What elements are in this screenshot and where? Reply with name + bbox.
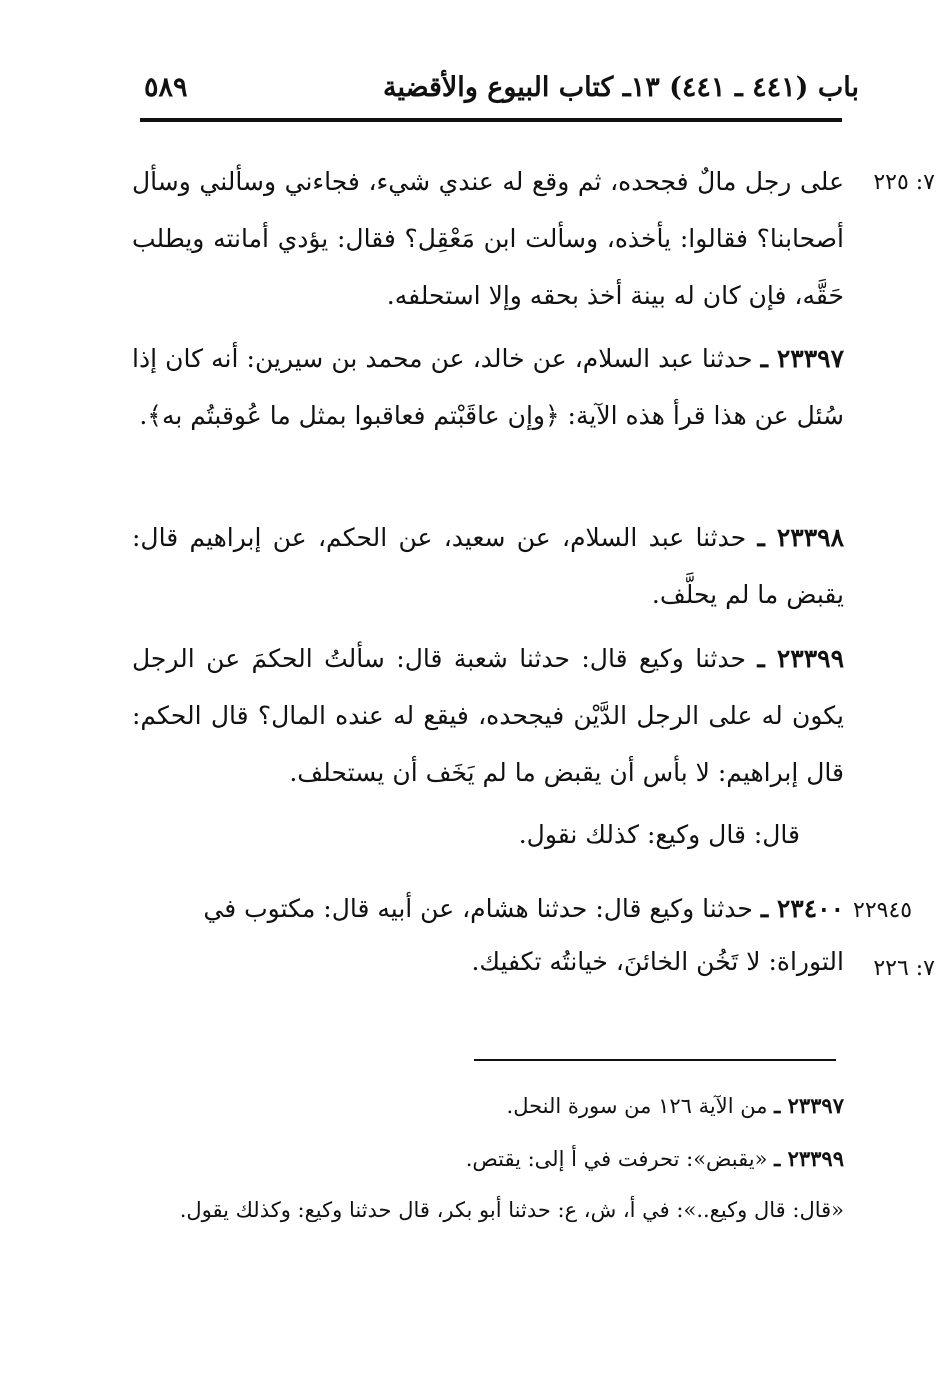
hadith-text: حدثنا عبد السلام، عن خالد، عن محمد بن سيرين: أنه كان إذا سُئل عن هذا قرأ هذه الآية: ﴿وإن عاقَبْتم فعاقبوا بمثل ما عُوقبتُم به﴾.: [132, 344, 844, 430]
hadith-text: حدثنا عبد السلام، عن سعيد، عن الحكم، عن إبراهيم قال: يقبض ما لم يحلَّف.: [132, 523, 844, 609]
footnote-number: ٢٣٣٩٧ ـ: [774, 1093, 844, 1118]
hadith-23399: [132, 630, 844, 801]
footnote-text: «يقبض»: تحرفت في أ إلى: يقتص.: [465, 1147, 775, 1171]
footnote-2: [466, 1143, 844, 1175]
running-header-title: باب (٤٤١ ـ ٤٤١) ١٣ـ كتاب البيوع والأقضية: [382, 72, 859, 103]
margin-reference-bottom: ٧: ٢٢٦: [873, 956, 935, 981]
footnote-text: من الآية ١٢٦ من سورة النحل.: [506, 1094, 775, 1118]
footnote-1: [507, 1090, 844, 1122]
hadith-number: ٢٣٤٠٠ ـ: [760, 894, 844, 923]
header-rule: [140, 118, 842, 122]
margin-hadith-number: ٢٢٩٤٥: [853, 898, 913, 923]
hadith-23399-note: قال: قال وكيع: كذلك نقول.: [518, 820, 800, 849]
hadith-number: ٢٣٣٩٩ ـ: [757, 644, 845, 673]
hadith-23398: [132, 509, 844, 623]
footnote-rule: [474, 1059, 836, 1061]
hadith-text: حدثنا وكيع قال: حدثنا شعبة قال: سألتُ الحكمَ عن الرجل يكون له على الرجل الدَّيْن فيجحده، فيقع له عنده المال؟ قال الحكم: قال إبراهيم: لا بأس أن يقبض ما لم يَخَف أن يستحلف.: [132, 644, 844, 787]
hadith-text: حدثنا وكيع قال: حدثنا هشام، عن أبيه قال: مكتوب في: [203, 894, 761, 923]
footnote-3: «قال: قال وكيع..»: في أ، ش، ع: حدثنا أبو بكر، قال حدثنا وكيع: وكذلك يقول.: [179, 1198, 844, 1222]
hadith-number: ٢٣٣٩٨ ـ: [757, 523, 844, 552]
margin-reference-top: ٧: ٢٢٥: [873, 170, 935, 195]
hadith-number: ٢٣٣٩٧ ـ: [760, 344, 845, 373]
hadith-23397: [132, 330, 844, 444]
hadith-23400-line-1: [203, 880, 844, 937]
hadith-23400-line-2: التوراة: لا تَخُن الخائنَ، خيانتُه تكفيك.: [471, 947, 844, 976]
page-number: ٥٨٩: [144, 72, 188, 103]
footnote-number: ٢٣٣٩٩ ـ: [774, 1146, 844, 1171]
paragraph-continuation: على رجل مالٌ فجحده، ثم وقع له عندي شيء، فجاءني وسألني وسأل أصحابنا؟ فقالوا: يأخذه، وسألت ابن مَعْقِل؟ فقال: يؤدي أمانته ويطلب حَقَّه، فإن كان له بينة أخذ بحقه وإلا استحلفه.: [132, 167, 844, 310]
